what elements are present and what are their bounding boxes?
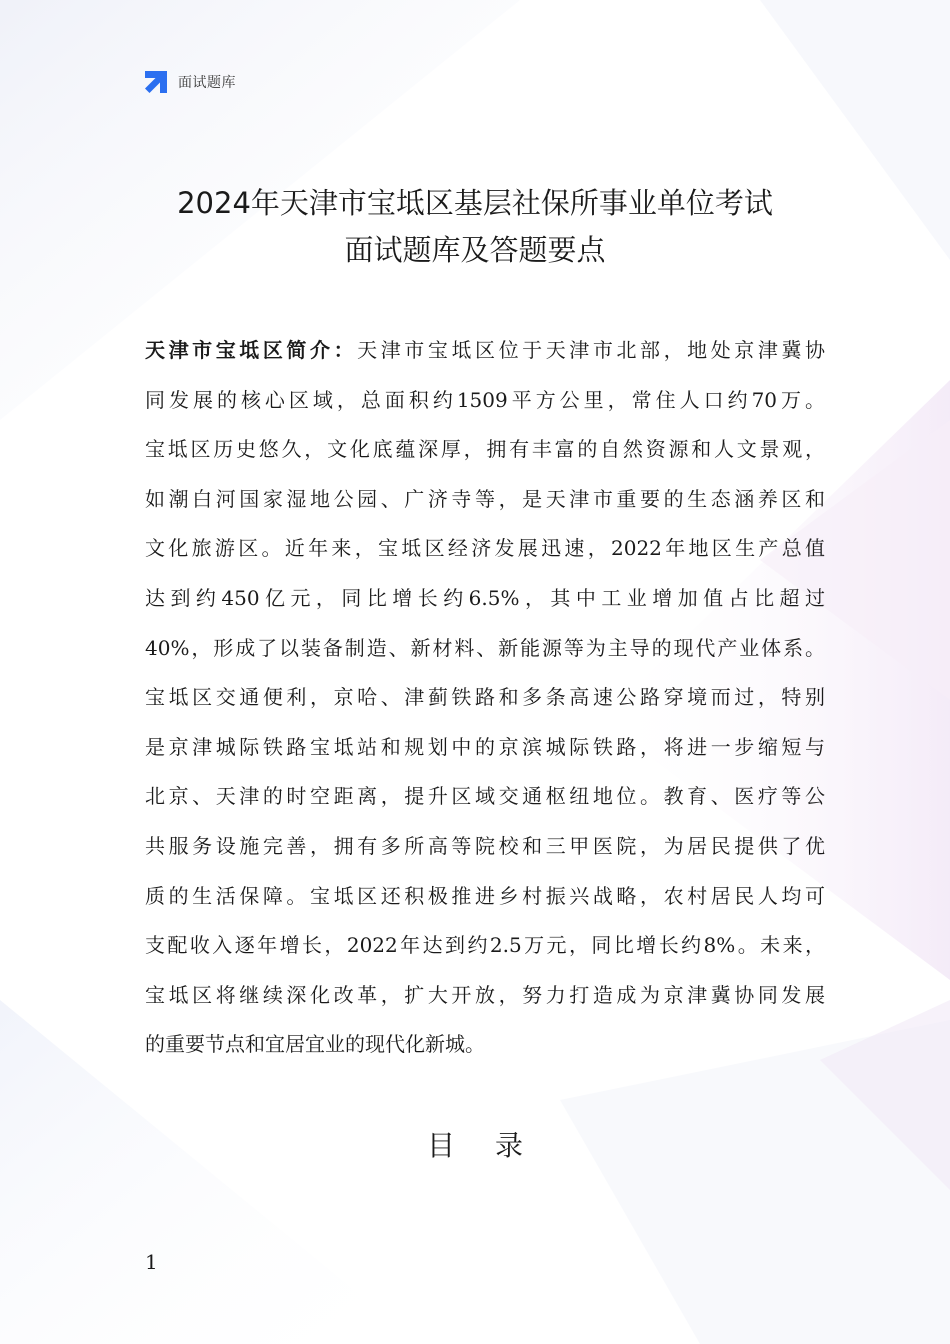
intro-line: 如潮白河国家湿地公园、广济寺等，是天津市重要的生态涵养区和 — [145, 486, 825, 511]
intro-line: 达到约450亿元，同比增长约6.5%，其中工业增加值占比超过 — [145, 585, 825, 610]
document-title-line-2: 面试题库及答题要点 — [344, 233, 606, 267]
intro-line: 宝坻区将继续深化改革，扩大开放，努力打造成为京津冀协同发展 — [145, 982, 825, 1007]
document-title-line-1: 2024年天津市宝坻区基层社保所事业单位考试 — [177, 186, 773, 220]
intro-line: 40%，形成了以装备制造、新材料、新能源等为主导的现代产业体系。 — [145, 635, 825, 660]
page-number: 1 — [145, 1250, 158, 1274]
intro-line: 天津市宝坻区简介：天津市宝坻区位于天津市北部，地处京津冀协 — [145, 338, 826, 362]
intro-paragraph — [145, 326, 825, 1070]
intro-line: 支配收入逐年增长，2022年达到约2.5万元，同比增长约8%。未来， — [145, 933, 825, 958]
intro-line: 的重要节点和宜居宜业的现代化新城。 — [145, 1032, 485, 1057]
intro-line: 共服务设施完善，拥有多所高等院校和三甲医院，为居民提供了优 — [145, 833, 825, 858]
intro-line: 是京津城际铁路宝坻站和规划中的京滨城际铁路，将进一步缩短与 — [145, 734, 825, 759]
arrow-up-right-logo-icon — [143, 69, 169, 95]
toc-heading: 目录 — [426, 1129, 563, 1162]
intro-lead: 天津市宝坻区简介： — [145, 338, 358, 362]
intro-line: 同发展的核心区域，总面积约1509平方公里，常住人口约70万。 — [145, 387, 825, 412]
intro-line: 质的生活保障。宝坻区还积极推进乡村振兴战略，农村居民人均可 — [145, 883, 825, 908]
intro-line: 宝坻区历史悠久，文化底蕴深厚，拥有丰富的自然资源和人文景观， — [145, 437, 825, 462]
brand-name: 面试题库 — [178, 75, 236, 91]
intro-line: 宝坻区交通便利，京哈、津蓟铁路和多条高速公路穿境而过，特别 — [145, 685, 825, 710]
intro-line: 文化旅游区。近年来，宝坻区经济发展迅速，2022年地区生产总值 — [145, 536, 825, 561]
intro-line: 北京、天津的时空距离，提升区域交通枢纽地位。教育、医疗等公 — [145, 784, 825, 809]
header — [143, 69, 236, 95]
